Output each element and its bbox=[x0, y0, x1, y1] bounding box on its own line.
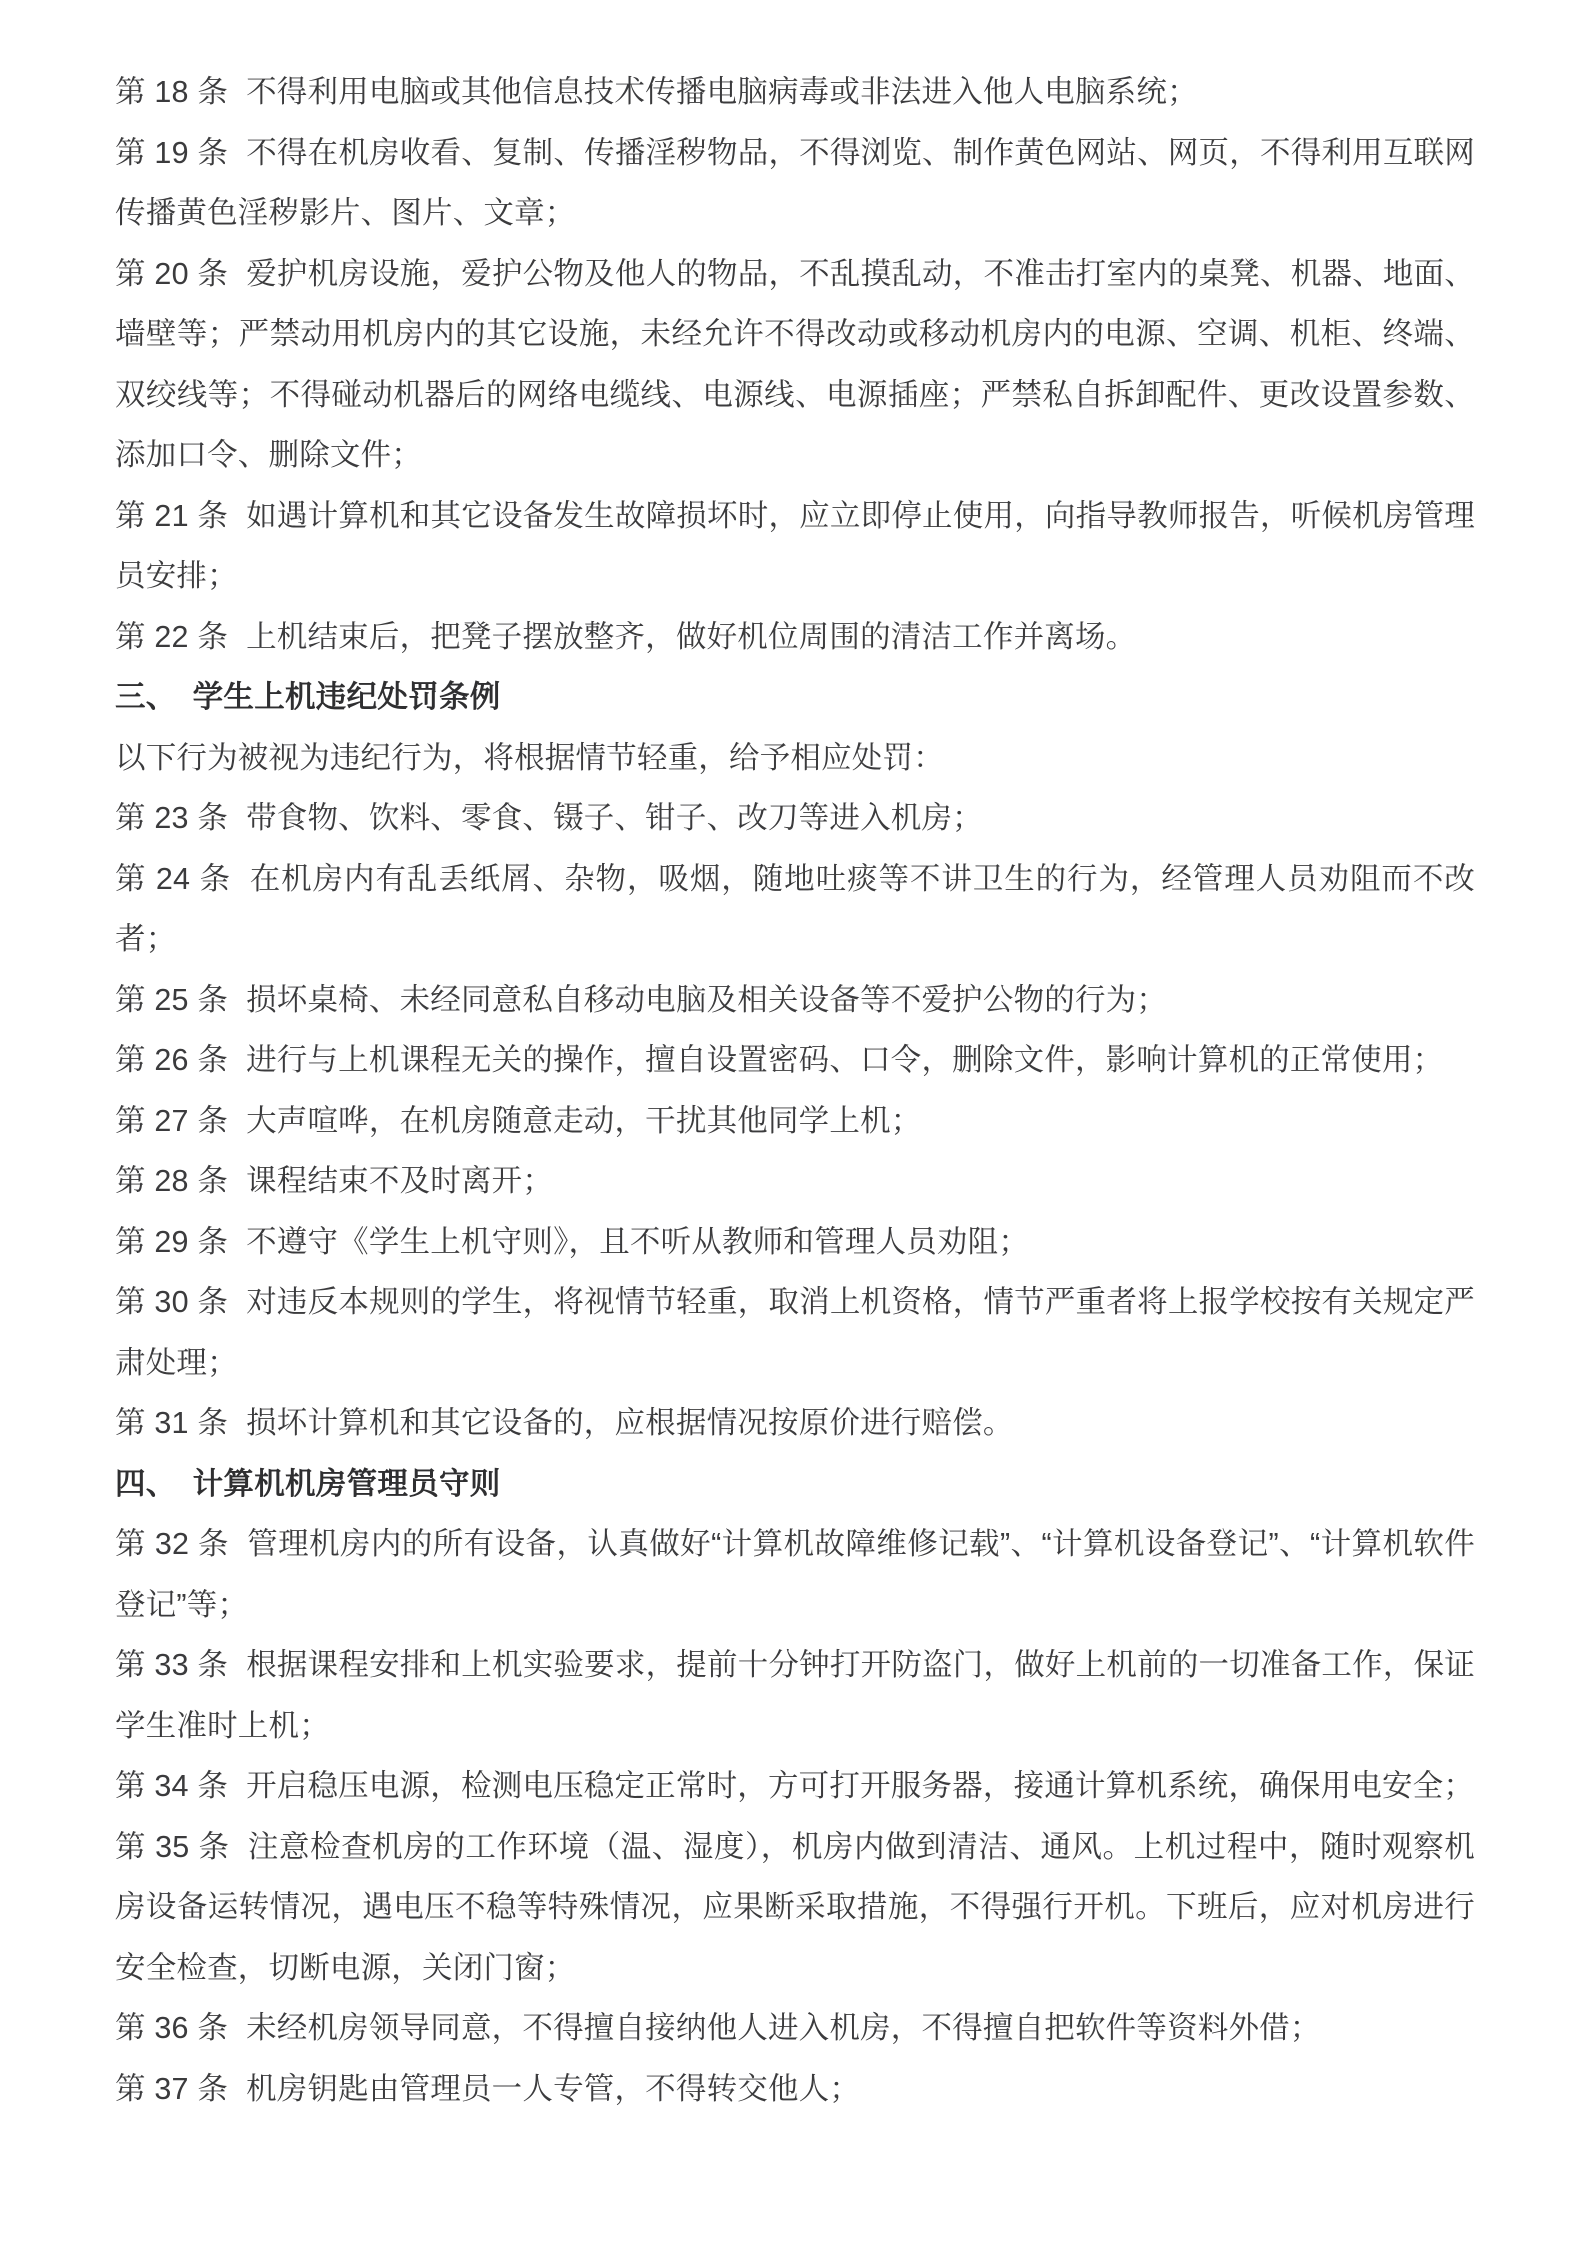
article-number: 第 33 条 bbox=[115, 1648, 229, 1682]
section-lead-text bbox=[115, 728, 1475, 789]
article-number: 第 23 条 bbox=[115, 801, 229, 835]
article-number: 第 19 条 bbox=[115, 135, 229, 170]
article-number: 第 25 条 bbox=[115, 982, 229, 1017]
section-heading-number: 四、 bbox=[115, 1466, 177, 1501]
document-body bbox=[115, 62, 1475, 2119]
article-paragraph bbox=[115, 1817, 1475, 1999]
article-paragraph bbox=[115, 1998, 1475, 2059]
article-text: 带食物、饮料、零食、镊子、钳子、改刀等进入机房； bbox=[246, 801, 983, 835]
article-paragraph bbox=[115, 607, 1475, 668]
article-number: 第 32 条 bbox=[115, 1527, 229, 1561]
article-text: 在机房内有乱丢纸屑、杂物，吸烟，随地吐痰等不讲卫生的行为，经管理人员劝阻而不改者； bbox=[115, 861, 1475, 956]
article-number: 第 18 条 bbox=[115, 75, 229, 109]
article-number: 第 20 条 bbox=[115, 256, 229, 291]
article-text: 大声喧哗，在机房随意走动，干扰其他同学上机； bbox=[246, 1103, 922, 1138]
article-paragraph bbox=[115, 244, 1475, 486]
article-number: 第 31 条 bbox=[115, 1406, 229, 1440]
article-text: 机房钥匙由管理员一人专管，不得转交他人； bbox=[246, 2071, 861, 2106]
paragraph-text: 以下行为被视为违纪行为，将根据情节轻重，给予相应处罚： bbox=[115, 740, 944, 775]
article-text: 上机结束后，把凳子摆放整齐，做好机位周围的清洁工作并离场。 bbox=[246, 619, 1137, 654]
article-paragraph bbox=[115, 2059, 1475, 2120]
article-paragraph bbox=[115, 849, 1475, 970]
article-number: 第 24 条 bbox=[115, 861, 232, 896]
article-number: 第 28 条 bbox=[115, 1164, 229, 1198]
article-text: 对违反本规则的学生，将视情节轻重，取消上机资格，情节严重者将上报学校按有关规定严肃处理； bbox=[115, 1285, 1476, 1380]
article-paragraph bbox=[115, 62, 1475, 123]
article-number: 第 29 条 bbox=[115, 1224, 229, 1259]
article-text: 开启稳压电源，检测电压稳定正常时，方可打开服务器，接通计算机系统，确保用电安全； bbox=[246, 1769, 1475, 1803]
article-number: 第 34 条 bbox=[115, 1769, 229, 1803]
article-text: 课程结束不及时离开； bbox=[246, 1164, 554, 1198]
article-paragraph bbox=[115, 1272, 1475, 1393]
article-text: 进行与上机课程无关的操作，擅自设置密码、口令，删除文件，影响计算机的正常使用； bbox=[246, 1043, 1444, 1077]
section-heading bbox=[115, 667, 1475, 728]
article-paragraph bbox=[115, 788, 1475, 849]
section-heading-text: 学生上机违纪处罚条例 bbox=[192, 680, 501, 714]
section-heading-number: 三、 bbox=[115, 680, 177, 714]
article-paragraph bbox=[115, 1091, 1475, 1152]
article-text: 不得利用电脑或其他信息技术传播电脑病毒或非法进入他人电脑系统； bbox=[246, 75, 1198, 109]
article-number: 第 22 条 bbox=[115, 619, 229, 654]
article-number: 第 26 条 bbox=[115, 1043, 229, 1077]
article-number: 第 35 条 bbox=[115, 1829, 230, 1864]
article-text: 如遇计算机和其它设备发生故障损坏时，应立即停止使用，向指导教师报告，听候机房管理员安排； bbox=[115, 498, 1476, 593]
article-paragraph bbox=[115, 486, 1475, 607]
article-paragraph bbox=[115, 1151, 1475, 1212]
article-number: 第 21 条 bbox=[115, 498, 229, 533]
section-heading-text: 计算机机房管理员守则 bbox=[192, 1466, 501, 1501]
article-paragraph bbox=[115, 1212, 1475, 1273]
article-number: 第 30 条 bbox=[115, 1285, 229, 1319]
article-paragraph bbox=[115, 1030, 1475, 1091]
article-text: 损坏桌椅、未经同意私自移动电脑及相关设备等不爱护公物的行为； bbox=[246, 982, 1168, 1017]
article-text: 损坏计算机和其它设备的，应根据情况按原价进行赔偿。 bbox=[246, 1406, 1014, 1440]
section-heading bbox=[115, 1454, 1475, 1515]
article-paragraph bbox=[115, 123, 1475, 244]
article-number: 第 37 条 bbox=[115, 2071, 229, 2106]
article-paragraph bbox=[115, 1514, 1475, 1635]
article-text: 注意检查机房的工作环境（温、湿度），机房内做到清洁、通风。上机过程中，随时观察机房设备运转情况，遇电压不稳等特殊情况，应果断采取措施，不得强行开机。下班后，应对机房进行安全检查，切断电源，关闭门窗； bbox=[115, 1829, 1475, 1985]
article-text: 爱护机房设施，爱护公物及他人的物品，不乱摸乱动，不准击打室内的桌凳、机器、地面、墙壁等；严禁动用机房内的其它设施，未经允许不得改动或移动机房内的电源、空调、机柜、终端、双绞线等；不得碰动机器后的网络电缆线、电源线、电源插座；严禁私自拆卸配件、更改设置参数、添加口令、删除文件； bbox=[115, 256, 1476, 472]
article-paragraph bbox=[115, 1635, 1475, 1756]
article-paragraph bbox=[115, 970, 1475, 1031]
article-number: 第 36 条 bbox=[115, 2011, 229, 2045]
article-paragraph bbox=[115, 1756, 1475, 1817]
article-text: 不得在机房收看、复制、传播淫秽物品，不得浏览、制作黄色网站、网页，不得利用互联网传播黄色淫秽影片、图片、文章； bbox=[115, 135, 1476, 230]
article-text: 未经机房领导同意，不得擅自接纳他人进入机房，不得擅自把软件等资料外借； bbox=[246, 2011, 1321, 2045]
article-text: 不遵守《学生上机守则》，且不听从教师和管理人员劝阻； bbox=[246, 1224, 1030, 1259]
article-number: 第 27 条 bbox=[115, 1103, 229, 1138]
article-text: 管理机房内的所有设备，认真做好“计算机故障维修记载”、“计算机设备登记”、“计算机软件登记”等； bbox=[115, 1527, 1476, 1622]
article-text: 根据课程安排和上机实验要求，提前十分钟打开防盗门，做好上机前的一切准备工作，保证学生准时上机； bbox=[115, 1648, 1476, 1743]
article-paragraph bbox=[115, 1393, 1475, 1454]
